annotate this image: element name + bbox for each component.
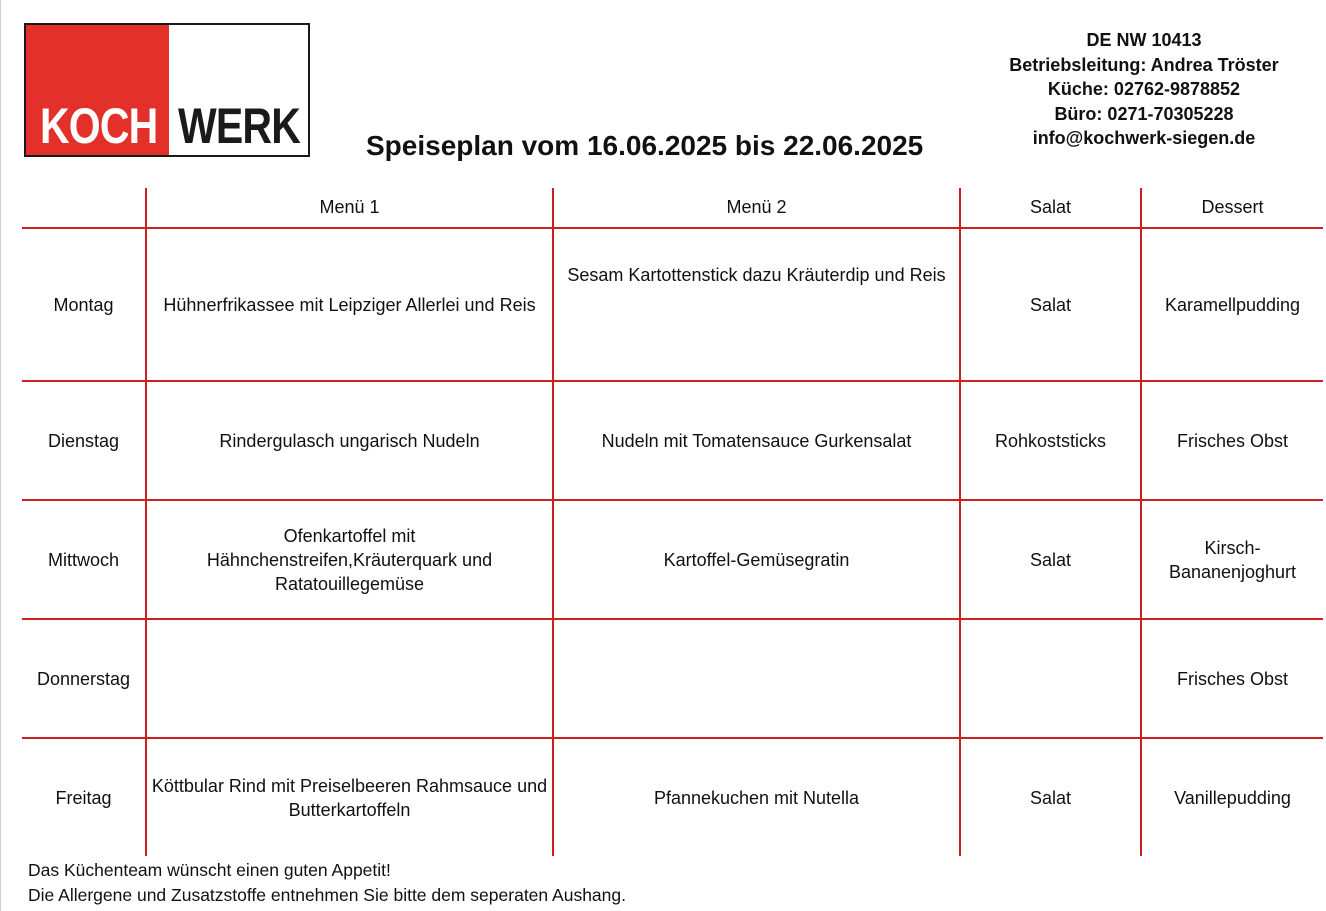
salat-cell: Salat	[960, 738, 1141, 856]
table-row	[22, 619, 1323, 738]
footer-greeting: Das Küchenteam wünscht einen guten Appetit!	[28, 860, 391, 880]
dessert-cell: Frisches Obst	[1141, 381, 1323, 500]
table-row	[22, 228, 1323, 381]
contact-id: DE NW 10413	[1086, 30, 1202, 50]
menu-table	[22, 188, 1323, 856]
menu1-cell: Ofenkartoffel mit Hähnchenstreifen,Kräuterquark und Ratatouillegemüse	[146, 500, 553, 619]
footer-notes	[28, 858, 626, 908]
header-menu2: Menü 2	[553, 188, 960, 228]
menu1-cell: Rindergulasch ungarisch Nudeln	[146, 381, 553, 500]
salat-cell: Rohkoststicks	[960, 381, 1141, 500]
day-cell: Montag	[22, 228, 146, 381]
table-row	[22, 500, 1323, 619]
day-cell: Freitag	[22, 738, 146, 856]
contact-block	[992, 28, 1296, 151]
dessert-cell: Kirsch-Bananenjoghurt	[1141, 500, 1323, 619]
header-row	[22, 188, 1323, 228]
menu1-cell: Köttbular Rind mit Preiselbeeren Rahmsauce und Butterkartoffeln	[146, 738, 553, 856]
table-row	[22, 381, 1323, 500]
table-row	[22, 738, 1323, 856]
footer-allergen-note: Die Allergene und Zusatzstoffe entnehmen Sie bitte dem seperaten Aushang.	[28, 885, 626, 905]
menu2-cell: Nudeln mit Tomatensauce Gurkensalat	[553, 381, 960, 500]
day-cell: Donnerstag	[22, 619, 146, 738]
salat-cell	[960, 619, 1141, 738]
day-cell: Mittwoch	[22, 500, 146, 619]
contact-email[interactable]: info@kochwerk-siegen.de	[1032, 128, 1256, 148]
menu2-cell	[553, 619, 960, 738]
contact-manager: Betriebsleitung: Andrea Tröster	[1009, 54, 1279, 75]
header-day	[22, 188, 146, 228]
header-menu1: Menü 1	[146, 188, 553, 228]
dessert-cell: Vanillepudding	[1141, 738, 1323, 856]
contact-kitchen-phone: Küche: 02762-9878852	[1047, 79, 1241, 99]
menu1-cell: Hühnerfrikassee mit Leipziger Allerlei und Reis	[146, 228, 553, 381]
menu2-cell: Sesam Kartottenstick dazu Kräuterdip und Reis	[553, 228, 960, 381]
page-title: Speiseplan vom 16.06.2025 bis 22.06.2025	[366, 130, 924, 161]
salat-cell: Salat	[960, 228, 1141, 381]
logo-word-werk: WERK	[178, 98, 300, 154]
dessert-cell: Karamellpudding	[1141, 228, 1323, 381]
day-cell: Dienstag	[22, 381, 146, 500]
menu1-cell	[146, 619, 553, 738]
salat-cell: Salat	[960, 500, 1141, 619]
page-edge	[0, 0, 1, 911]
logo-word-koch: KOCH	[40, 98, 158, 154]
menu2-cell: Kartoffel-Gemüsegratin	[553, 500, 960, 619]
menu2-cell: Pfannekuchen mit Nutella	[553, 738, 960, 856]
contact-office-phone: Büro: 0271-70305228	[1054, 103, 1234, 124]
header-salat: Salat	[960, 188, 1141, 228]
header-dessert: Dessert	[1141, 188, 1323, 228]
kochwerk-logo	[24, 23, 310, 157]
dessert-cell: Frisches Obst	[1141, 619, 1323, 738]
